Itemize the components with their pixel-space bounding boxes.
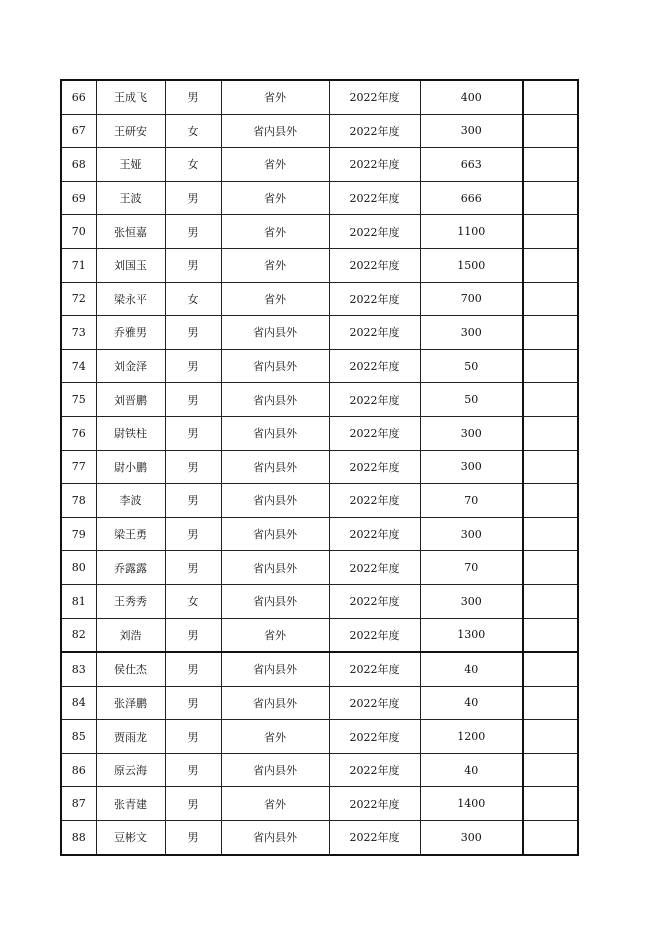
region-cell: 省内县外 [221,753,329,787]
table-row [61,349,578,383]
note-cell [523,181,578,215]
amount-cell: 40 [420,753,523,787]
region-cell: 省外 [221,148,329,182]
year-cell: 2022年度 [329,80,420,114]
amount-cell: 1500 [420,248,523,282]
year-cell: 2022年度 [329,787,420,821]
region-cell: 省内县外 [221,821,329,855]
row-number-cell: 69 [61,181,96,215]
region-cell: 省内县外 [221,383,329,417]
row-number-cell: 81 [61,584,96,618]
note-cell [523,686,578,720]
name-cell: 王秀秀 [96,584,165,618]
amount-cell: 300 [420,584,523,618]
amount-cell: 1200 [420,720,523,754]
gender-cell: 男 [165,821,221,855]
note-cell [523,618,578,652]
row-number-cell: 77 [61,450,96,484]
row-number-cell: 78 [61,484,96,518]
region-cell: 省内县外 [221,416,329,450]
year-cell: 2022年度 [329,349,420,383]
row-number-cell: 66 [61,80,96,114]
year-cell: 2022年度 [329,181,420,215]
table-row [61,450,578,484]
note-cell [523,484,578,518]
year-cell: 2022年度 [329,753,420,787]
note-cell [523,720,578,754]
year-cell: 2022年度 [329,215,420,249]
note-cell [523,114,578,148]
table-row [61,282,578,316]
note-cell [523,517,578,551]
table-row [61,652,578,686]
year-cell: 2022年度 [329,148,420,182]
amount-cell: 40 [420,652,523,686]
table-row [61,686,578,720]
year-cell: 2022年度 [329,517,420,551]
amount-cell: 1100 [420,215,523,249]
row-number-cell: 79 [61,517,96,551]
name-cell: 乔雅男 [96,316,165,350]
table-row [61,114,578,148]
gender-cell: 女 [165,148,221,182]
amount-cell: 40 [420,686,523,720]
name-cell: 刘国玉 [96,248,165,282]
name-cell: 刘金泽 [96,349,165,383]
region-cell: 省外 [221,282,329,316]
gender-cell: 男 [165,652,221,686]
region-cell: 省外 [221,720,329,754]
note-cell [523,383,578,417]
region-cell: 省内县外 [221,652,329,686]
note-cell [523,416,578,450]
name-cell: 尉铁柱 [96,416,165,450]
table-row [61,248,578,282]
table-row [61,383,578,417]
row-number-cell: 70 [61,215,96,249]
note-cell [523,248,578,282]
year-cell: 2022年度 [329,450,420,484]
row-number-cell: 84 [61,686,96,720]
region-cell: 省内县外 [221,484,329,518]
name-cell: 乔露露 [96,551,165,585]
table-body [61,80,578,855]
row-number-cell: 85 [61,720,96,754]
table-row [61,720,578,754]
table-row [61,484,578,518]
table-row [61,753,578,787]
row-number-cell: 74 [61,349,96,383]
table-row [61,181,578,215]
row-number-cell: 71 [61,248,96,282]
amount-cell: 300 [420,450,523,484]
note-cell [523,450,578,484]
name-cell: 刘晋鹏 [96,383,165,417]
amount-cell: 700 [420,282,523,316]
region-cell: 省外 [221,181,329,215]
note-cell [523,80,578,114]
year-cell: 2022年度 [329,652,420,686]
gender-cell: 男 [165,720,221,754]
gender-cell: 男 [165,787,221,821]
note-cell [523,584,578,618]
row-number-cell: 73 [61,316,96,350]
table-row [61,618,578,652]
amount-cell: 666 [420,181,523,215]
gender-cell: 男 [165,753,221,787]
region-cell: 省外 [221,248,329,282]
amount-cell: 400 [420,80,523,114]
note-cell [523,551,578,585]
gender-cell: 男 [165,383,221,417]
table-row [61,416,578,450]
row-number-cell: 72 [61,282,96,316]
amount-cell: 300 [420,316,523,350]
row-number-cell: 82 [61,618,96,652]
name-cell: 梁永平 [96,282,165,316]
name-cell: 尉小鹏 [96,450,165,484]
gender-cell: 男 [165,416,221,450]
amount-cell: 1400 [420,787,523,821]
gender-cell: 女 [165,584,221,618]
table-row [61,148,578,182]
note-cell [523,349,578,383]
region-cell: 省内县外 [221,517,329,551]
amount-cell: 300 [420,416,523,450]
note-cell [523,821,578,855]
name-cell: 豆彬文 [96,821,165,855]
note-cell [523,282,578,316]
name-cell: 李波 [96,484,165,518]
gender-cell: 女 [165,114,221,148]
note-cell [523,316,578,350]
amount-cell: 663 [420,148,523,182]
gender-cell: 男 [165,248,221,282]
name-cell: 刘浩 [96,618,165,652]
region-cell: 省外 [221,618,329,652]
name-cell: 张恒嘉 [96,215,165,249]
gender-cell: 女 [165,282,221,316]
year-cell: 2022年度 [329,484,420,518]
table-row [61,316,578,350]
amount-cell: 300 [420,114,523,148]
amount-cell: 300 [420,821,523,855]
note-cell [523,215,578,249]
name-cell: 贾雨龙 [96,720,165,754]
region-cell: 省内县外 [221,686,329,720]
gender-cell: 男 [165,316,221,350]
year-cell: 2022年度 [329,316,420,350]
year-cell: 2022年度 [329,821,420,855]
note-cell [523,753,578,787]
amount-cell: 70 [420,484,523,518]
gender-cell: 男 [165,618,221,652]
gender-cell: 男 [165,450,221,484]
row-number-cell: 83 [61,652,96,686]
amount-cell: 50 [420,349,523,383]
row-number-cell: 68 [61,148,96,182]
gender-cell: 男 [165,551,221,585]
region-cell: 省内县外 [221,584,329,618]
table-row [61,215,578,249]
region-cell: 省内县外 [221,450,329,484]
name-cell: 张泽鹏 [96,686,165,720]
year-cell: 2022年度 [329,114,420,148]
region-cell: 省内县外 [221,316,329,350]
year-cell: 2022年度 [329,248,420,282]
gender-cell: 男 [165,484,221,518]
gender-cell: 男 [165,181,221,215]
gender-cell: 男 [165,80,221,114]
region-cell: 省内县外 [221,114,329,148]
name-cell: 侯仕杰 [96,652,165,686]
row-number-cell: 75 [61,383,96,417]
table-row [61,517,578,551]
amount-cell: 1300 [420,618,523,652]
table-row [61,584,578,618]
name-cell: 王研安 [96,114,165,148]
row-number-cell: 88 [61,821,96,855]
table-row [61,821,578,855]
region-cell: 省外 [221,215,329,249]
row-number-cell: 67 [61,114,96,148]
year-cell: 2022年度 [329,383,420,417]
year-cell: 2022年度 [329,720,420,754]
year-cell: 2022年度 [329,551,420,585]
amount-cell: 300 [420,517,523,551]
table-row [61,787,578,821]
gender-cell: 男 [165,349,221,383]
year-cell: 2022年度 [329,584,420,618]
region-cell: 省内县外 [221,349,329,383]
name-cell: 梁王勇 [96,517,165,551]
note-cell [523,148,578,182]
region-cell: 省外 [221,80,329,114]
subsidy-table [60,79,579,856]
name-cell: 王波 [96,181,165,215]
gender-cell: 男 [165,215,221,249]
table-row [61,551,578,585]
region-cell: 省内县外 [221,551,329,585]
name-cell: 王娅 [96,148,165,182]
note-cell [523,652,578,686]
name-cell: 原云海 [96,753,165,787]
region-cell: 省外 [221,787,329,821]
year-cell: 2022年度 [329,282,420,316]
amount-cell: 50 [420,383,523,417]
row-number-cell: 76 [61,416,96,450]
row-number-cell: 80 [61,551,96,585]
row-number-cell: 87 [61,787,96,821]
year-cell: 2022年度 [329,416,420,450]
amount-cell: 70 [420,551,523,585]
gender-cell: 男 [165,517,221,551]
table-row [61,80,578,114]
name-cell: 王成飞 [96,80,165,114]
year-cell: 2022年度 [329,686,420,720]
year-cell: 2022年度 [329,618,420,652]
note-cell [523,787,578,821]
name-cell: 张青建 [96,787,165,821]
gender-cell: 男 [165,686,221,720]
row-number-cell: 86 [61,753,96,787]
